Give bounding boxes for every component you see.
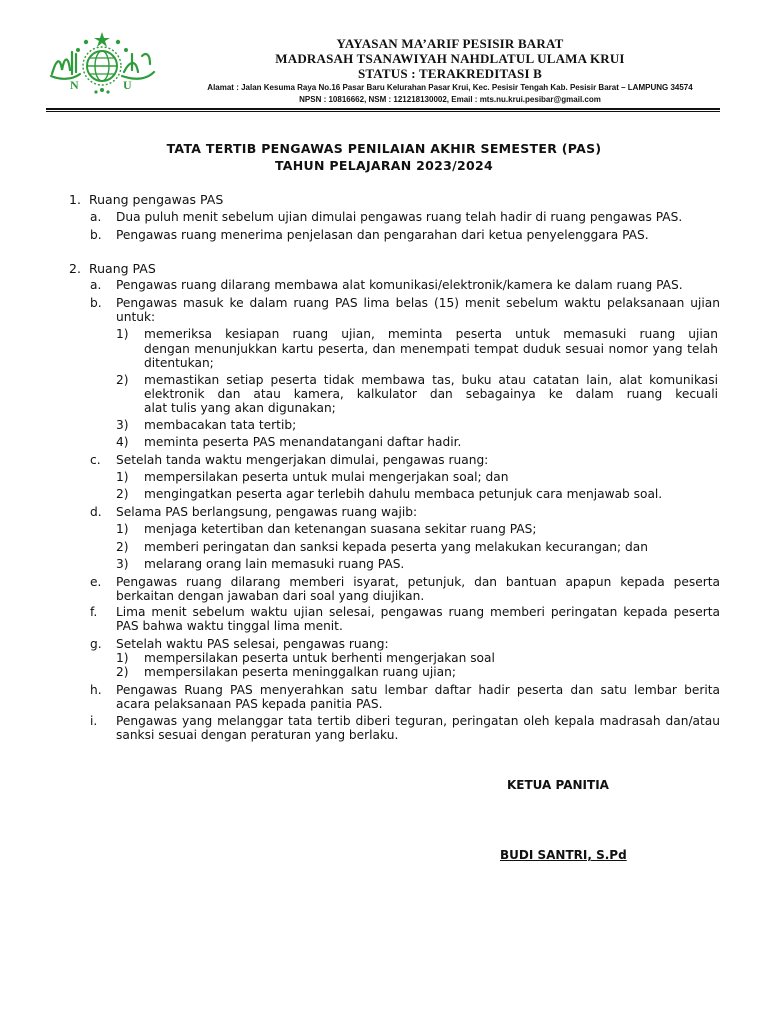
document-title-line1: TATA TERTIB PENGAWAS PENILAIAN AKHIR SEMESTER (PAS) <box>166 141 602 156</box>
logo-letter-n: N <box>70 78 79 92</box>
letterhead-rule-thick <box>46 108 720 110</box>
subitem-label: 2) <box>116 665 129 679</box>
section-2-item-a: Pengawas ruang dilarang membawa alat komunikasi/elektronik/kamera ke dalam ruang PAS. <box>116 278 683 292</box>
item-label: g. <box>90 637 102 651</box>
subitem-label: 1) <box>116 651 129 665</box>
section-2-heading <box>69 261 156 276</box>
item-label: h. <box>90 683 102 697</box>
section-1-heading <box>69 192 223 207</box>
nahdlatul-ulama-logo-icon <box>46 30 158 98</box>
section-2-b1-line2: dengan menunjukkan kartu peserta, dan menempati tempat duduk sesuai nomor yang telah <box>144 342 718 356</box>
section-2-item-f-line2: PAS bahwa waktu tinggal lima menit. <box>116 619 343 633</box>
item-label: a. <box>90 278 102 292</box>
section-2-c2: mengingatkan peserta agar terlebih dahulu membaca petunjuk cara menjawab soal. <box>144 487 663 501</box>
letterhead-rule-thin <box>46 111 720 112</box>
section-2-c1: mempersilakan peserta untuk mulai mengerjakan soal; dan <box>144 470 509 484</box>
school-address: Alamat : Jalan Kesuma Raya No.16 Pasar Baru Kelurahan Pasar Krui, Kec. Pesisir Tengah Kab. Pesisir Barat – LAMPUNG 34574 <box>207 83 693 92</box>
section-2-item-g: Setelah waktu PAS selesai, pengawas ruang: <box>116 637 389 651</box>
letterhead <box>0 0 768 114</box>
section-2-b4: meminta peserta PAS menandatangani daftar hadir. <box>144 435 462 449</box>
subitem-label: 3) <box>116 418 129 432</box>
item-label: c. <box>90 453 101 467</box>
school-contact: NPSN : 10816662, NSM : 121218130002, Email : mts.nu.krui.pesibar@gmail.com <box>299 95 601 104</box>
item-label: f. <box>90 605 98 619</box>
logo-letter-u: U <box>123 78 132 92</box>
item-label: b. <box>90 296 102 310</box>
letterhead-text <box>160 36 740 106</box>
accreditation-status: STATUS : TERAKREDITASI B <box>357 66 543 81</box>
section-2-item-h-line2: acara pelaksanaan PAS kepada panitia PAS. <box>116 697 383 711</box>
section-2-item-f-line1: Lima menit sebelum waktu ujian selesai, pengawas ruang memberi peringatan kepada peserta <box>116 605 720 619</box>
section-2-item-b-line1: Pengawas masuk ke dalam ruang PAS lima belas (15) menit sebelum waktu pelaksanaan ujian <box>116 296 720 310</box>
item-label: e. <box>90 575 102 589</box>
section-2-item-e-line1: Pengawas ruang dilarang memberi isyarat, petunjuk, dan bantuan apapun kepada peserta <box>116 575 720 589</box>
section-2-item-c: Setelah tanda waktu mengerjakan dimulai, pengawas ruang: <box>116 453 489 467</box>
document-title <box>0 140 768 174</box>
subitem-label: 4) <box>116 435 129 449</box>
subitem-label: 1) <box>116 522 129 536</box>
section-2-d3: melarang orang lain memasuki ruang PAS. <box>144 557 405 571</box>
subitem-label: 2) <box>116 540 129 554</box>
section-2-g1: mempersilakan peserta untuk berhenti mengerjakan soal <box>144 651 495 665</box>
section-2-b1-line3: ditentukan; <box>144 356 214 370</box>
section-2-b2-line1: memastikan setiap peserta tidak membawa tas, buku atau catatan lain, alat komunikasi <box>144 373 718 387</box>
section-2-d2: memberi peringatan dan sanksi kepada peserta yang melakukan kecurangan; dan <box>144 540 648 554</box>
subitem-label: 2) <box>116 487 129 501</box>
section-1-title: Ruang pengawas PAS <box>89 192 224 207</box>
section-2-title: Ruang PAS <box>89 261 156 276</box>
section-2-item-h-line1: Pengawas Ruang PAS menyerahkan satu lembar daftar hadir peserta dan satu lembar berita <box>116 683 720 697</box>
section-2-item-e-line2: berkaitan dengan jawaban dari soal yang diujikan. <box>116 589 425 603</box>
section-1-number: 1. <box>69 192 81 207</box>
subitem-label: 3) <box>116 557 129 571</box>
signature-role: KETUA PANITIA <box>507 778 609 792</box>
foundation-name: YAYASAN MA’ARIF PESISIR BARAT <box>336 36 564 51</box>
section-1-item-a: Dua puluh menit sebelum ujian dimulai pengawas ruang telah hadir di ruang pengawas PAS. <box>116 210 683 224</box>
item-label: d. <box>90 505 102 519</box>
item-label: b. <box>90 228 102 242</box>
section-2-item-d: Selama PAS berlangsung, pengawas ruang wajib: <box>116 505 418 519</box>
subitem-label: 1) <box>116 470 129 484</box>
item-label: i. <box>90 714 98 728</box>
section-2-d1: menjaga ketertiban dan ketenangan suasana sekitar ruang PAS; <box>144 522 537 536</box>
section-2-item-i-line1: Pengawas yang melanggar tata tertib diberi teguran, peringatan oleh kepala madrasah dan/atau <box>116 714 720 728</box>
section-2-number: 2. <box>69 261 81 276</box>
section-1-item-b: Pengawas ruang menerima penjelasan dan pengarahan dari ketua penyelenggara PAS. <box>116 228 649 242</box>
section-2-b3: membacakan tata tertib; <box>144 418 297 432</box>
subitem-label: 2) <box>116 373 129 387</box>
section-2-b2-line3: alat tulis yang akan digunakan; <box>144 401 336 415</box>
signature-name: BUDI SANTRI, S.Pd <box>500 848 627 862</box>
school-name: MADRASAH TSANAWIYAH NAHDLATUL ULAMA KRUI <box>275 51 625 66</box>
subitem-label: 1) <box>116 327 129 341</box>
section-2-g2: mempersilakan peserta meninggalkan ruang ujian; <box>144 665 456 679</box>
section-2-b2-line2: elektronik dan atau kamera, kalkulator dan sebagainya ke dalam ruang kecuali <box>144 387 718 401</box>
section-2-b1-line1: memeriksa kesiapan ruang ujian, meminta peserta untuk memasuki ruang ujian <box>144 327 718 341</box>
section-2-item-b-line2: untuk: <box>116 310 156 324</box>
item-label: a. <box>90 210 102 224</box>
section-2-item-i-line2: sanksi sesuai dengan peraturan yang berlaku. <box>116 728 399 742</box>
document-title-line2: TAHUN PELAJARAN 2023/2024 <box>274 158 494 173</box>
